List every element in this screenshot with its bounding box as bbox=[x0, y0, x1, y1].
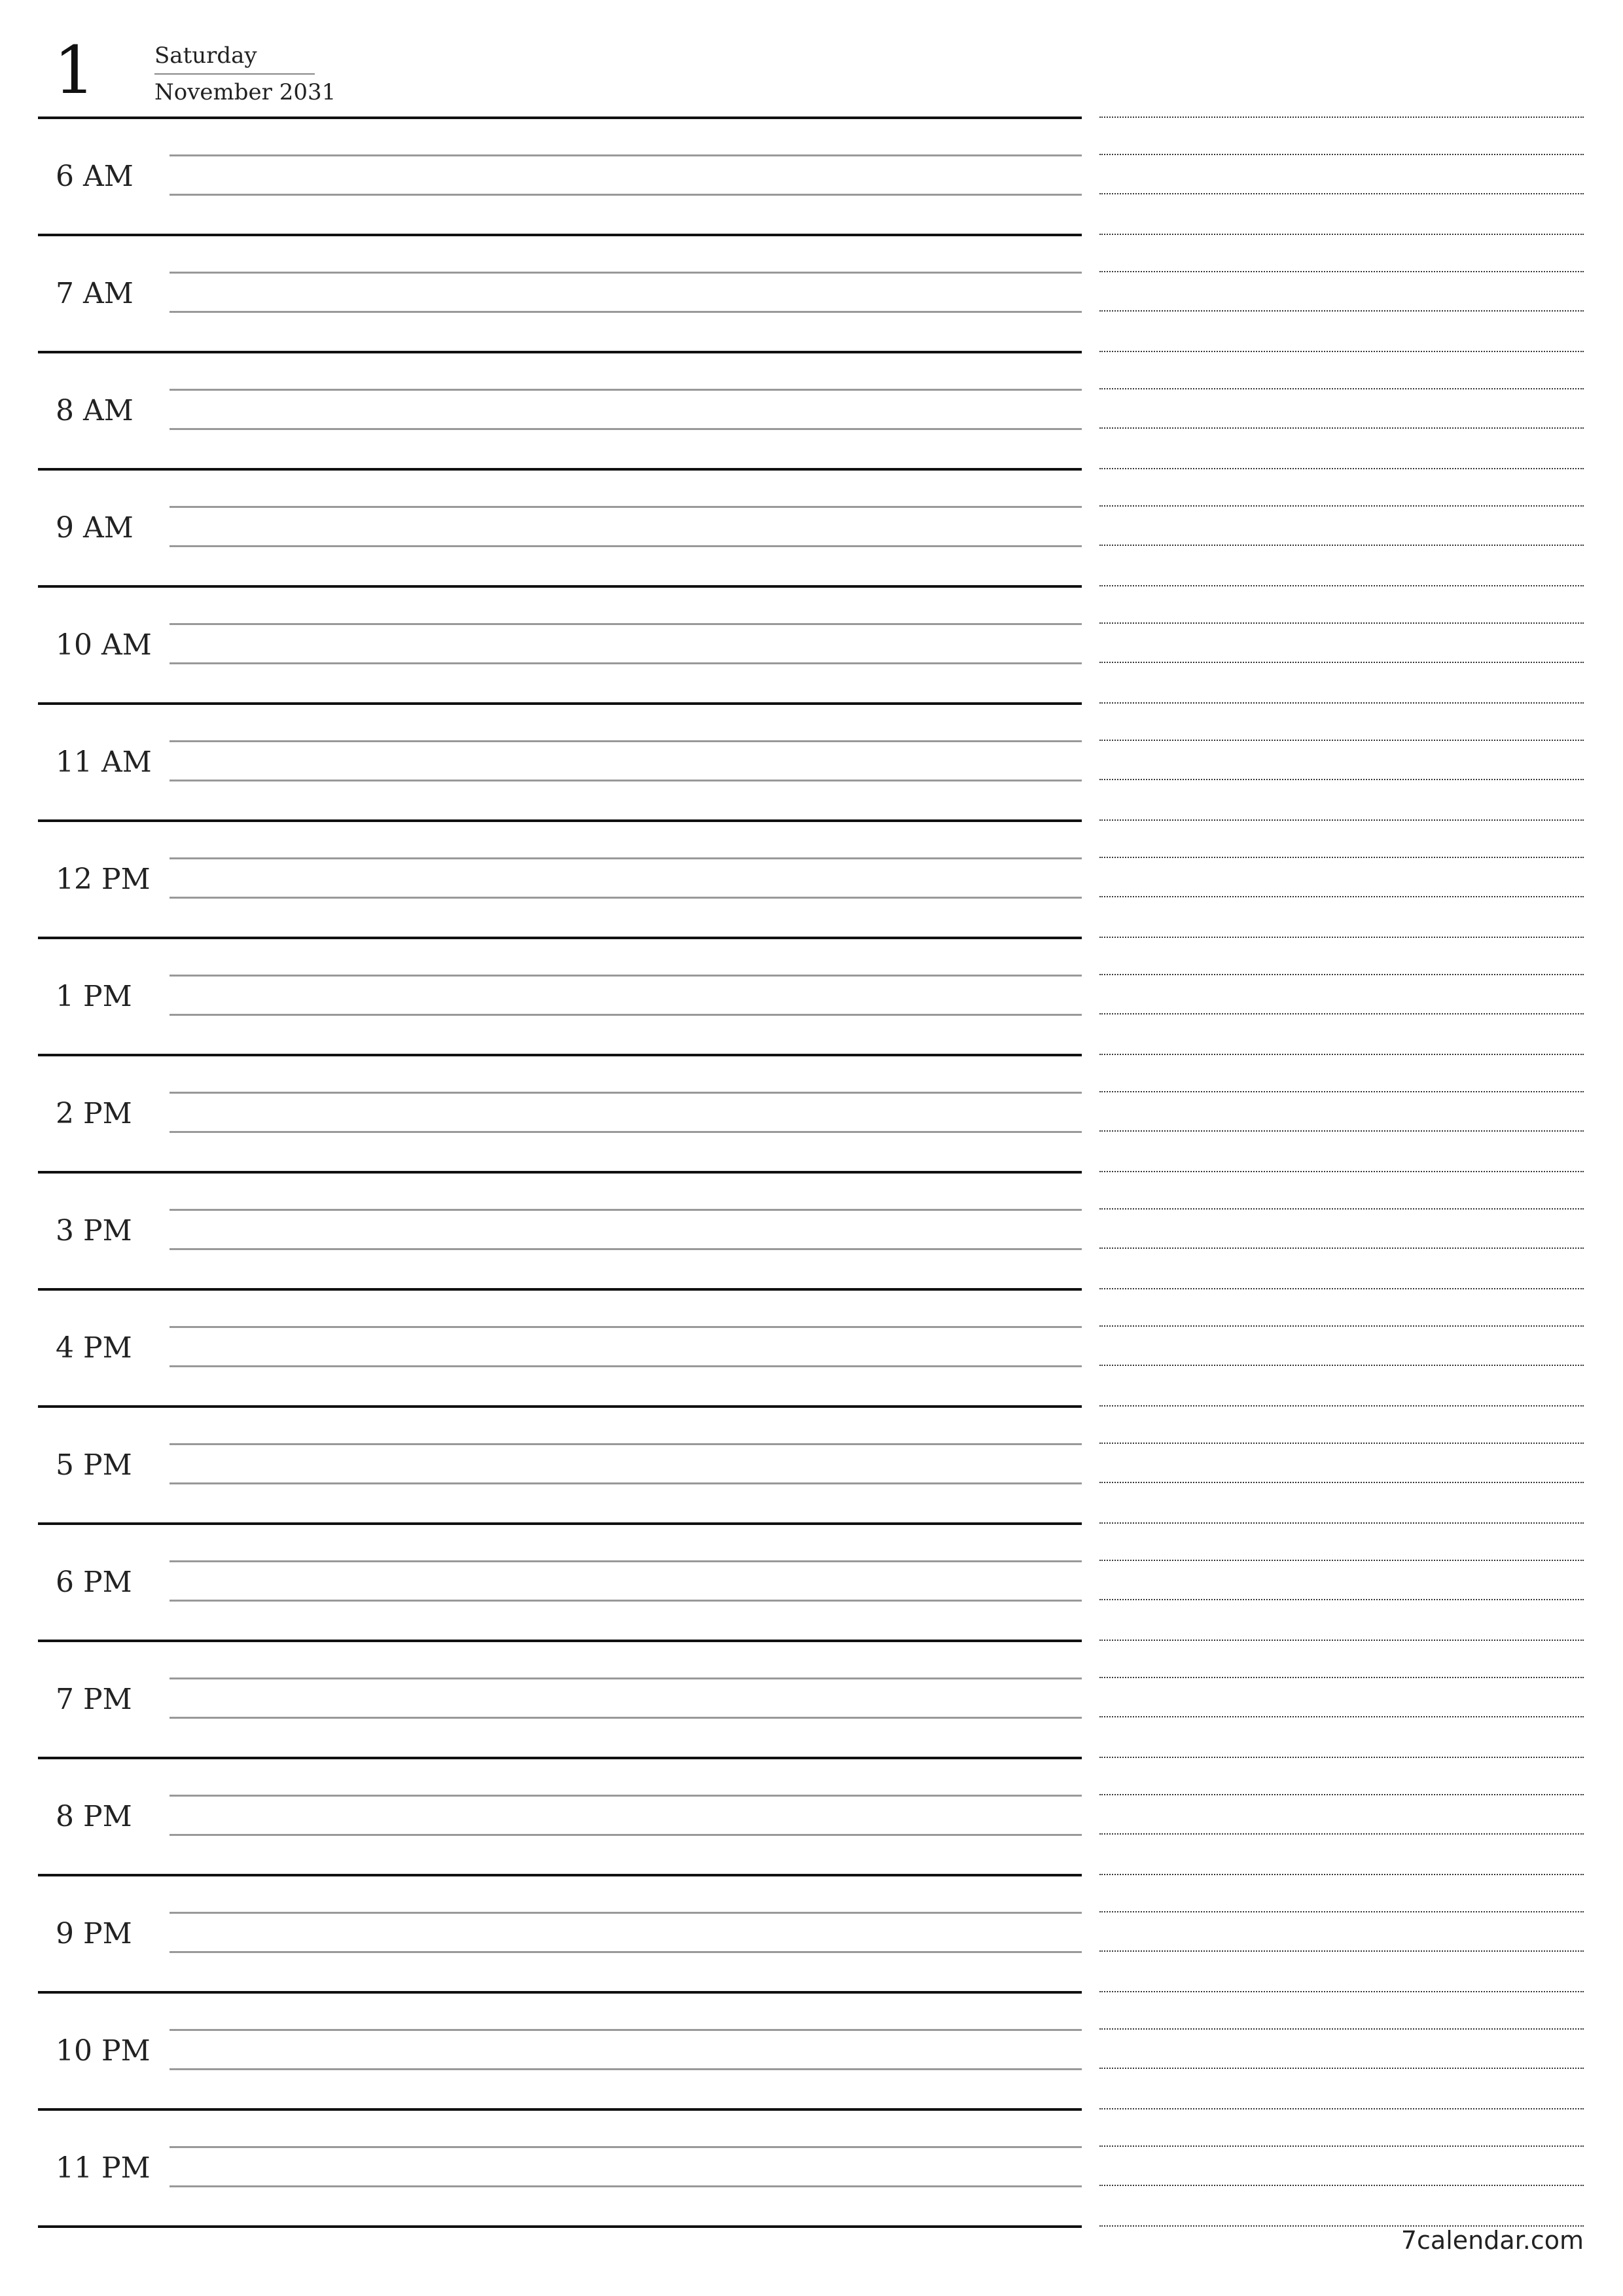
writing-line[interactable] bbox=[169, 1365, 1082, 1367]
dotted-note-line[interactable] bbox=[1099, 1599, 1584, 1600]
dotted-note-line[interactable] bbox=[1099, 819, 1584, 821]
writing-line[interactable] bbox=[169, 1326, 1082, 1328]
writing-line[interactable] bbox=[169, 1600, 1082, 1602]
writing-line[interactable] bbox=[169, 272, 1082, 274]
time-label: 6 AM bbox=[56, 160, 134, 193]
dotted-note-line[interactable] bbox=[1099, 1091, 1584, 1092]
dotted-note-line[interactable] bbox=[1099, 1325, 1584, 1327]
time-label: 8 AM bbox=[56, 394, 134, 427]
notes-column bbox=[1099, 117, 1584, 2237]
time-label: 11 PM bbox=[56, 2151, 151, 2185]
dotted-note-line[interactable] bbox=[1099, 505, 1584, 507]
dotted-note-line[interactable] bbox=[1099, 1716, 1584, 1717]
dotted-note-line[interactable] bbox=[1099, 1640, 1584, 1641]
hourly-schedule bbox=[38, 117, 1082, 2228]
dotted-note-line[interactable] bbox=[1099, 1833, 1584, 1835]
dotted-note-line[interactable] bbox=[1099, 779, 1584, 780]
writing-line[interactable] bbox=[169, 194, 1082, 196]
dotted-note-line[interactable] bbox=[1099, 622, 1584, 624]
dotted-note-line[interactable] bbox=[1099, 117, 1584, 118]
schedule-slot bbox=[38, 1171, 1082, 1288]
dotted-note-line[interactable] bbox=[1099, 271, 1584, 272]
time-label: 7 AM bbox=[56, 277, 134, 310]
dotted-note-line[interactable] bbox=[1099, 1950, 1584, 1952]
dotted-note-line[interactable] bbox=[1099, 1288, 1584, 1289]
time-label: 11 AM bbox=[56, 745, 152, 779]
writing-line[interactable] bbox=[169, 1834, 1082, 1836]
schedule-slot bbox=[38, 351, 1082, 468]
dotted-note-line[interactable] bbox=[1099, 1794, 1584, 1795]
writing-line[interactable] bbox=[169, 2185, 1082, 2187]
dotted-note-line[interactable] bbox=[1099, 662, 1584, 663]
writing-line[interactable] bbox=[169, 2146, 1082, 2148]
time-label: 10 PM bbox=[56, 2034, 151, 2068]
dotted-note-line[interactable] bbox=[1099, 2068, 1584, 2069]
time-label: 9 PM bbox=[56, 1917, 132, 1950]
schedule-slot bbox=[38, 234, 1082, 351]
schedule-slot bbox=[38, 2108, 1082, 2228]
writing-line[interactable] bbox=[169, 1131, 1082, 1133]
dotted-note-line[interactable] bbox=[1099, 1991, 1584, 1992]
dotted-note-line[interactable] bbox=[1099, 1054, 1584, 1055]
writing-line[interactable] bbox=[169, 1677, 1082, 1679]
writing-line[interactable] bbox=[169, 1092, 1082, 1094]
writing-line[interactable] bbox=[169, 857, 1082, 859]
schedule-slot bbox=[38, 702, 1082, 819]
dotted-note-line[interactable] bbox=[1099, 937, 1584, 938]
dotted-note-line[interactable] bbox=[1099, 234, 1584, 235]
schedule-slot bbox=[38, 1288, 1082, 1405]
writing-line[interactable] bbox=[169, 662, 1082, 664]
time-label: 9 AM bbox=[56, 511, 134, 545]
schedule-slot bbox=[38, 819, 1082, 937]
dotted-note-line[interactable] bbox=[1099, 545, 1584, 546]
writing-line[interactable] bbox=[169, 897, 1082, 899]
dotted-note-line[interactable] bbox=[1099, 2185, 1584, 2186]
writing-line[interactable] bbox=[169, 1717, 1082, 1719]
schedule-slot bbox=[38, 1405, 1082, 1522]
dotted-note-line[interactable] bbox=[1099, 974, 1584, 975]
writing-line[interactable] bbox=[169, 2068, 1082, 2070]
time-label: 2 PM bbox=[56, 1097, 132, 1130]
dotted-note-line[interactable] bbox=[1099, 896, 1584, 897]
writing-line[interactable] bbox=[169, 2029, 1082, 2031]
writing-line[interactable] bbox=[169, 1951, 1082, 1953]
dotted-note-line[interactable] bbox=[1099, 1443, 1584, 1444]
writing-line[interactable] bbox=[169, 545, 1082, 547]
writing-line[interactable] bbox=[169, 311, 1082, 313]
dotted-note-line[interactable] bbox=[1099, 1365, 1584, 1366]
dotted-note-line[interactable] bbox=[1099, 1482, 1584, 1483]
schedule-slot bbox=[38, 937, 1082, 1054]
footer-site-label: 7calendar.com bbox=[1400, 2226, 1584, 2255]
writing-line[interactable] bbox=[169, 623, 1082, 625]
schedule-slot bbox=[38, 1640, 1082, 1757]
dotted-note-line[interactable] bbox=[1099, 857, 1584, 858]
dotted-note-line[interactable] bbox=[1099, 1757, 1584, 1758]
dotted-note-line[interactable] bbox=[1099, 193, 1584, 194]
writing-line[interactable] bbox=[169, 1209, 1082, 1211]
writing-line[interactable] bbox=[169, 1795, 1082, 1797]
dotted-note-line[interactable] bbox=[1099, 585, 1584, 586]
header-divider bbox=[154, 73, 315, 75]
schedule-slot bbox=[38, 1757, 1082, 1874]
time-label: 6 PM bbox=[56, 1566, 132, 1599]
writing-line[interactable] bbox=[169, 1014, 1082, 1016]
dotted-note-line[interactable] bbox=[1099, 154, 1584, 155]
time-label: 7 PM bbox=[56, 1683, 132, 1716]
time-label: 3 PM bbox=[56, 1214, 132, 1247]
schedule-slot bbox=[38, 1054, 1082, 1171]
dotted-note-line[interactable] bbox=[1099, 427, 1584, 429]
writing-line[interactable] bbox=[169, 428, 1082, 430]
writing-line[interactable] bbox=[169, 506, 1082, 508]
dotted-note-line[interactable] bbox=[1099, 2145, 1584, 2147]
schedule-slot bbox=[38, 1991, 1082, 2108]
schedule-slot bbox=[38, 117, 1082, 234]
dotted-note-line[interactable] bbox=[1099, 1130, 1584, 1132]
writing-line[interactable] bbox=[169, 389, 1082, 391]
dotted-note-line[interactable] bbox=[1099, 2028, 1584, 2030]
writing-line[interactable] bbox=[169, 154, 1082, 156]
dotted-note-line[interactable] bbox=[1099, 1911, 1584, 1912]
schedule-slot bbox=[38, 1522, 1082, 1640]
time-label: 12 PM bbox=[56, 863, 151, 896]
writing-line[interactable] bbox=[169, 1482, 1082, 1484]
dotted-note-line[interactable] bbox=[1099, 468, 1584, 469]
dotted-note-line[interactable] bbox=[1099, 1405, 1584, 1407]
time-label: 4 PM bbox=[56, 1331, 132, 1365]
schedule-slot bbox=[38, 1874, 1082, 1991]
writing-line[interactable] bbox=[169, 1443, 1082, 1445]
dotted-note-line[interactable] bbox=[1099, 310, 1584, 312]
dotted-note-line[interactable] bbox=[1099, 740, 1584, 741]
dotted-note-line[interactable] bbox=[1099, 1208, 1584, 1210]
writing-line[interactable] bbox=[169, 1560, 1082, 1562]
writing-line[interactable] bbox=[169, 1912, 1082, 1914]
time-label: 1 PM bbox=[56, 980, 132, 1013]
dotted-note-line[interactable] bbox=[1099, 1560, 1584, 1561]
dotted-note-line[interactable] bbox=[1099, 1013, 1584, 1014]
time-label: 8 PM bbox=[56, 1800, 132, 1833]
weekday-label: Saturday bbox=[154, 43, 257, 69]
month-year-label: November 2031 bbox=[154, 79, 336, 105]
dotted-note-line[interactable] bbox=[1099, 388, 1584, 389]
dotted-note-line[interactable] bbox=[1099, 1522, 1584, 1524]
dotted-note-line[interactable] bbox=[1099, 1171, 1584, 1172]
schedule-slot bbox=[38, 468, 1082, 585]
writing-line[interactable] bbox=[169, 780, 1082, 781]
time-label: 5 PM bbox=[56, 1448, 132, 1482]
writing-line[interactable] bbox=[169, 975, 1082, 977]
dotted-note-line[interactable] bbox=[1099, 1874, 1584, 1875]
writing-line[interactable] bbox=[169, 740, 1082, 742]
dotted-note-line[interactable] bbox=[1099, 2108, 1584, 2109]
dotted-note-line[interactable] bbox=[1099, 702, 1584, 704]
time-label: 10 AM bbox=[56, 628, 152, 662]
schedule-slot bbox=[38, 585, 1082, 702]
dotted-note-line[interactable] bbox=[1099, 351, 1584, 352]
dotted-note-line[interactable] bbox=[1099, 1677, 1584, 1678]
writing-line[interactable] bbox=[169, 1248, 1082, 1250]
dotted-note-line[interactable] bbox=[1099, 1247, 1584, 1249]
day-number: 1 bbox=[54, 32, 96, 109]
